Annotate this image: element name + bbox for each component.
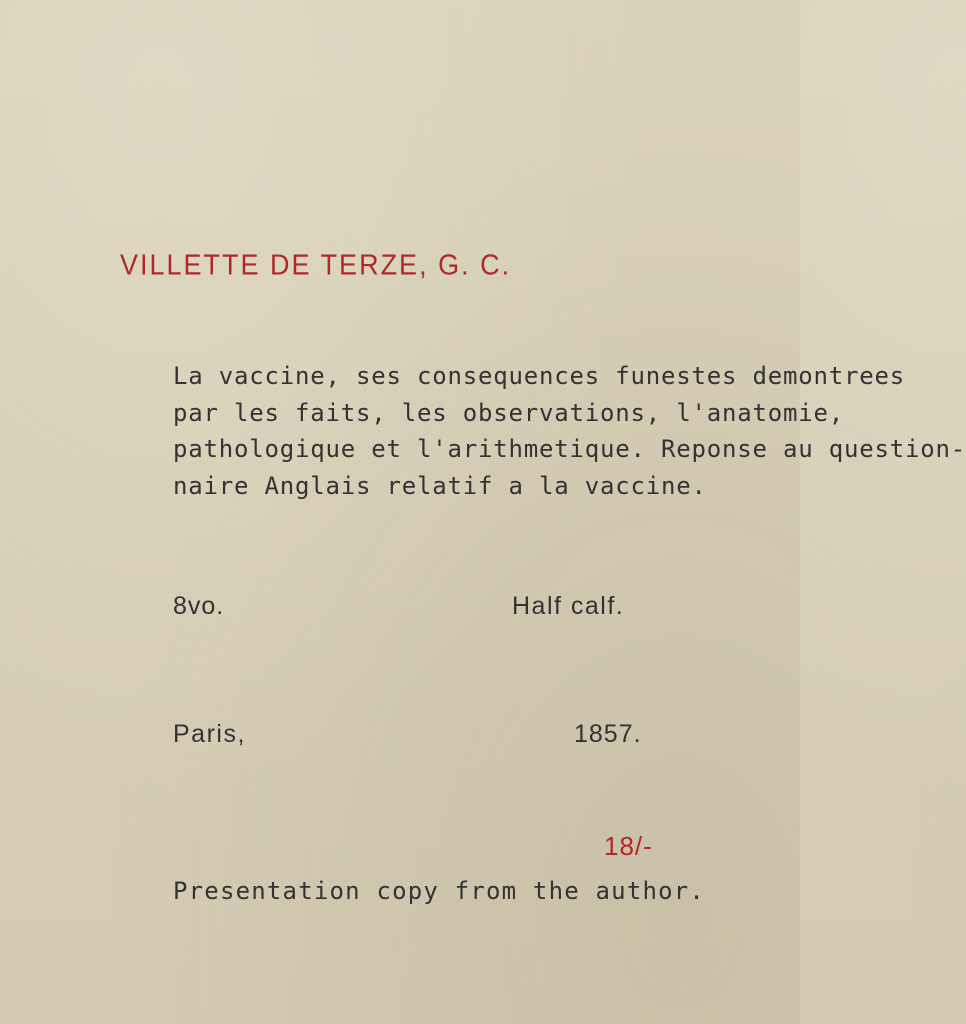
presentation-note: Presentation copy from the author. [173, 877, 706, 905]
title-line: La vaccine, ses consequences funestes demontrees [173, 362, 905, 390]
title-block [173, 358, 966, 504]
price-label: 18/- [604, 831, 653, 861]
format-label: 8vo. [173, 592, 225, 620]
place-label: Paris, [173, 720, 246, 748]
author-heading: VILLETTE DE TERZE, G. C. [120, 249, 512, 281]
title-line: par les faits, les observations, l'anatomie, [173, 398, 844, 427]
year-label: 1857. [574, 720, 642, 748]
title-line: pathologique et l'arithmetique. Reponse au question- [173, 435, 966, 463]
title-line: naire Anglais relatif a la vaccine. [173, 471, 707, 500]
binding-label: Half calf. [512, 592, 625, 620]
